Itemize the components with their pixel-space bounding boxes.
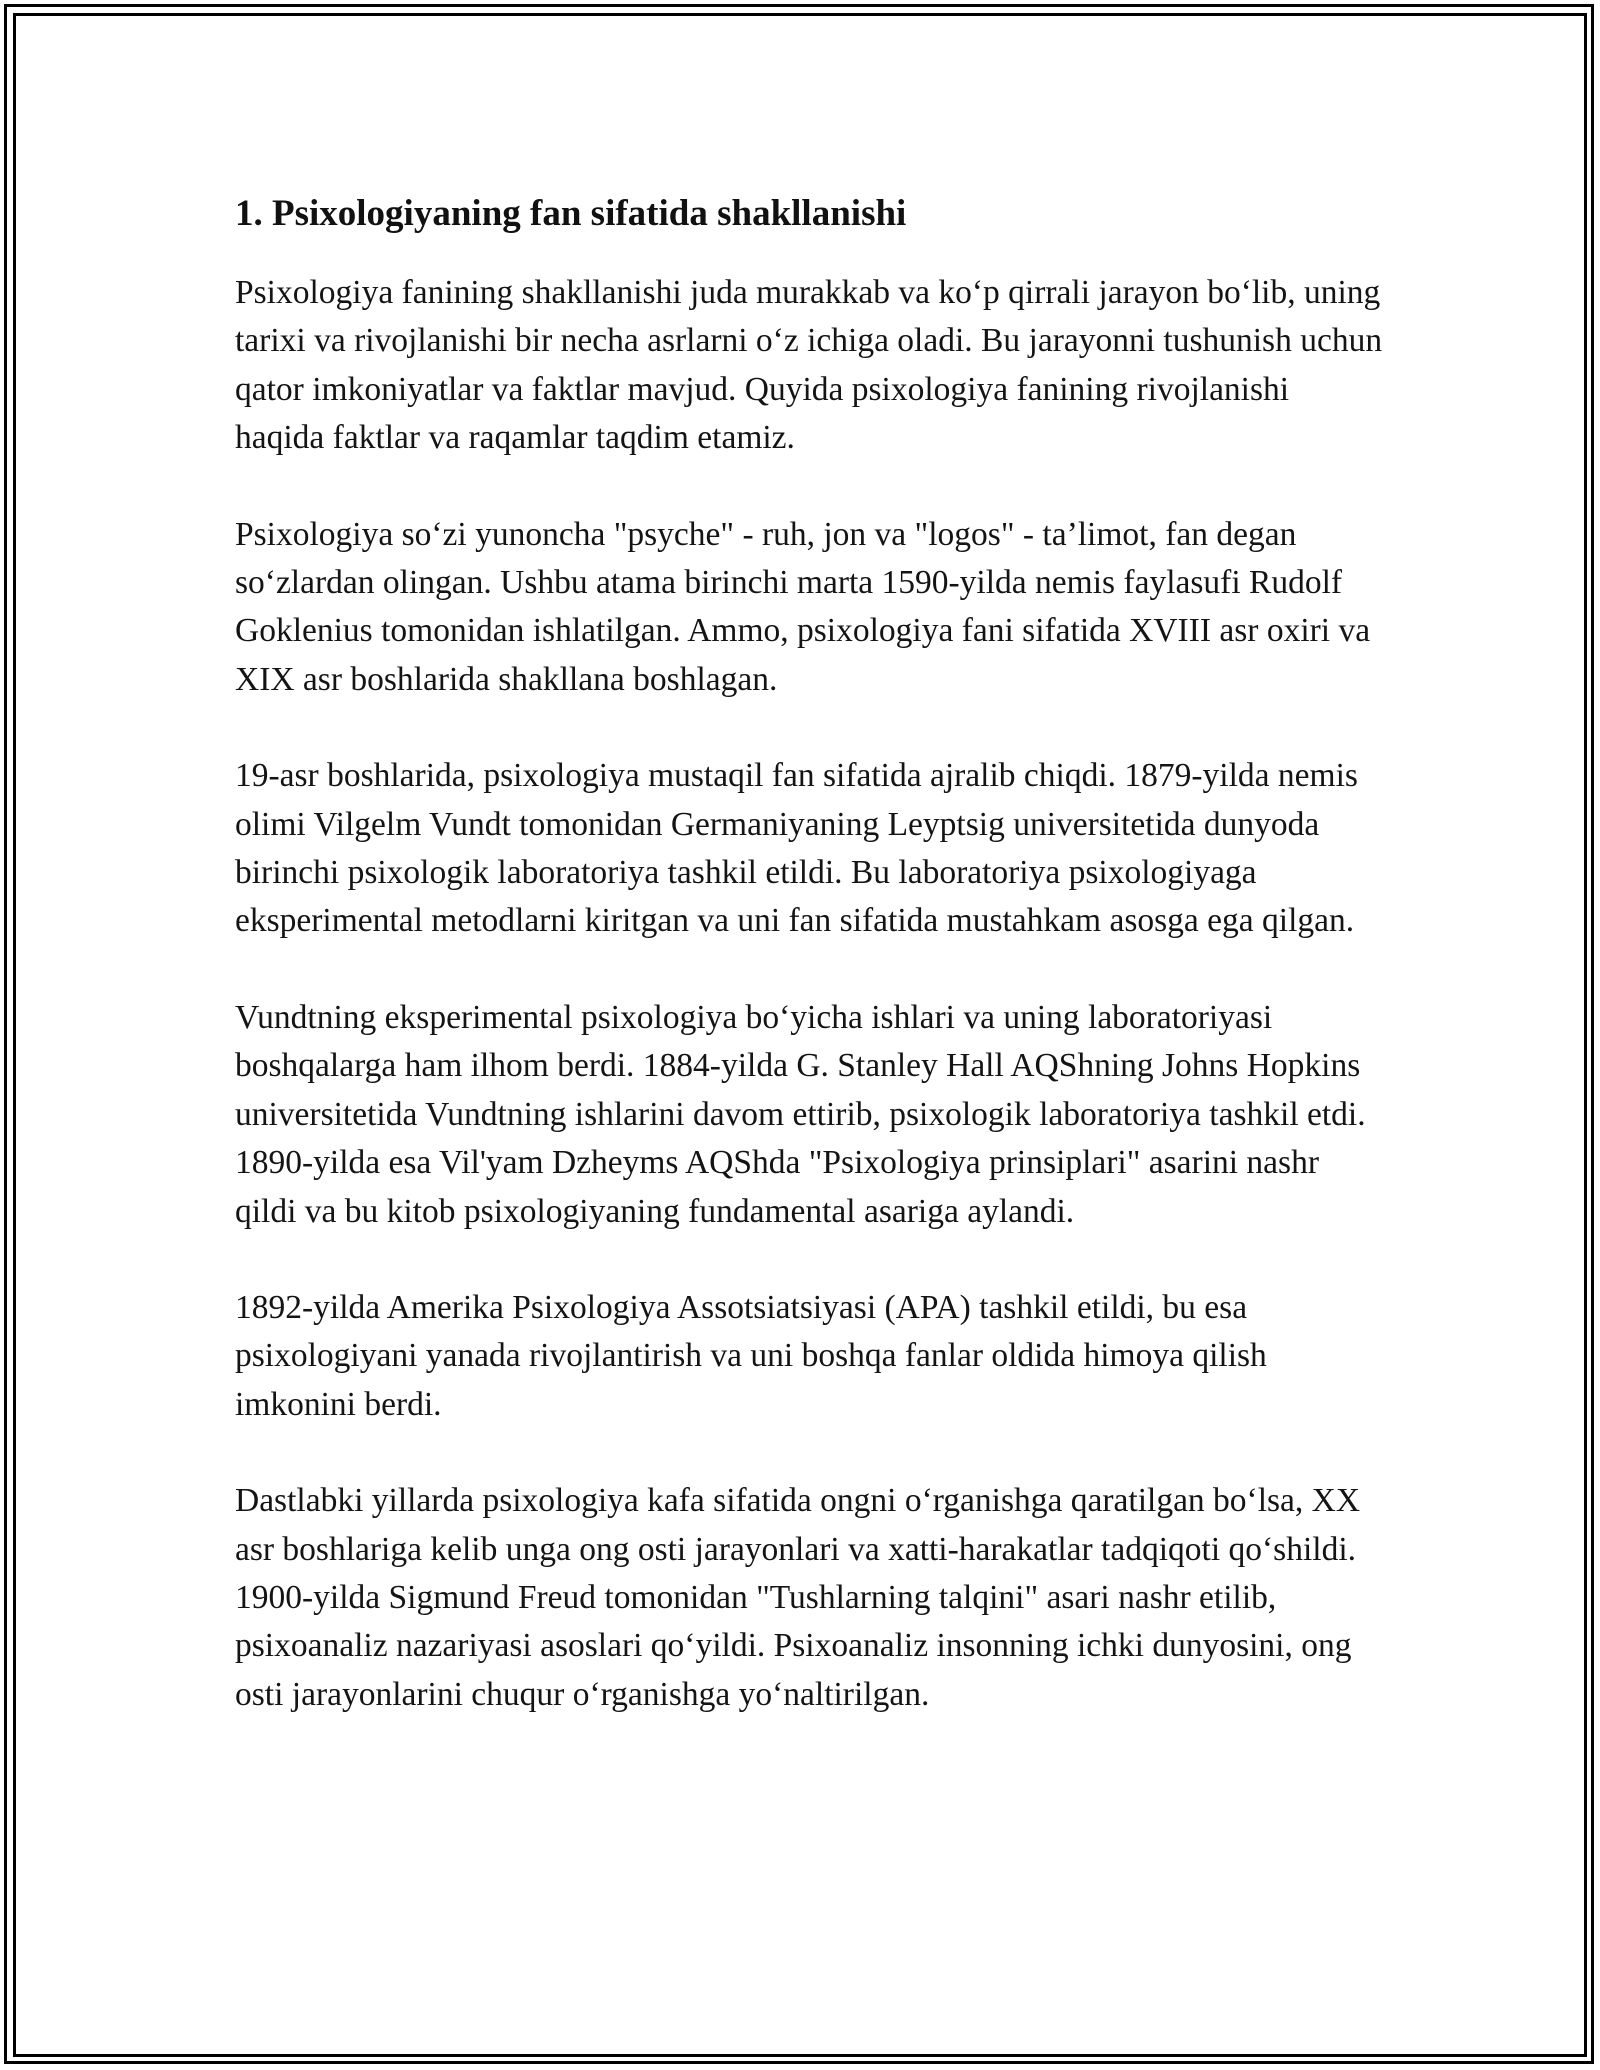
- paragraph-apa: 1892-yilda Amerika Psixologiya Assotsiatsiyasi (APA) tashkil etildi, bu esa psixologiyani yanada rivojlantirish va uni boshqa fanlar oldida himoya qilish imkonini berdi.: [235, 1288, 1267, 1423]
- paragraph-intro: Psixologiya fanining shakllanishi juda murakkab va ko‘p qirrali jarayon bo‘lib, uning tarixi va rivojlanishi bir necha asrlarni o‘z ichiga oladi. Bu jarayonni tushunish uchun qator imkoniyatlar va faktlar mavjud. Quyida psixologiya fanining rivojlanishi haqida faktlar va raqamlar taqdim etamiz.: [235, 274, 1383, 457]
- paragraph-etymology: Psixologiya so‘zi yunoncha "psyche" - ruh, jon va "logos" - ta’limot, fan degan so‘zlardan olingan. Ushbu atama birinchi marta 1590-yilda nemis faylasufi Rudolf Goklenius tomonidan ishlatilgan. Ammo, psixologiya fani sifatida XVIII asr oxiri va XIX asr boshlarida shakllana boshlagan.: [235, 515, 1371, 698]
- section-heading: 1. Psixologiyaning fan sifatida shakllanishi: [235, 193, 907, 234]
- document-body: [235, 184, 1385, 1767]
- paragraph-wundt-lab: 19-asr boshlarida, psixologiya mustaqil fan sifatida ajralib chiqdi. 1879-yilda nemis olimi Vilgelm Vundt tomonidan Germaniyaning Leyptsig universitetida dunyoda birinchi psixologik laboratoriya tashkil etildi. Bu laboratoriya psixologiyaga eksperimental metodlarni kiritgan va uni fan sifatida mustahkam asosga ega qilgan.: [235, 757, 1358, 940]
- paragraph-freud: Dastlabki yillarda psixologiya kafa sifatida ongni o‘rganishga qaratilgan bo‘lsa, XX asr boshlariga kelib unga ong osti jarayonlari va xatti-harakatlar tadqiqoti qo‘shildi. 1900-yilda Sigmund Freud tomonidan "Tushlarning talqini" asari nashr etilib, psixoanaliz nazariyasi asoslari qo‘yildi. Psixoanaliz insonning ichki dunyosini, ong osti jarayonlarini chuqur o‘rganishga yo‘naltirilgan.: [235, 1482, 1361, 1713]
- paragraph-hall-james: Vundtning eksperimental psixologiya bo‘yicha ishlari va uning laboratoriyasi boshqalarga ham ilhom berdi. 1884-yilda G. Stanley Hall AQShning Johns Hopkins universitetida Vundtning ishlarini davom ettirib, psixologik laboratoriya tashkil etdi. 1890-yilda esa Vil'yam Dzheyms AQShda "Psixologiya prinsiplari" asarini nashr qildi va bu kitob psixologiyaning fundamental asariga aylandi.: [235, 998, 1366, 1230]
